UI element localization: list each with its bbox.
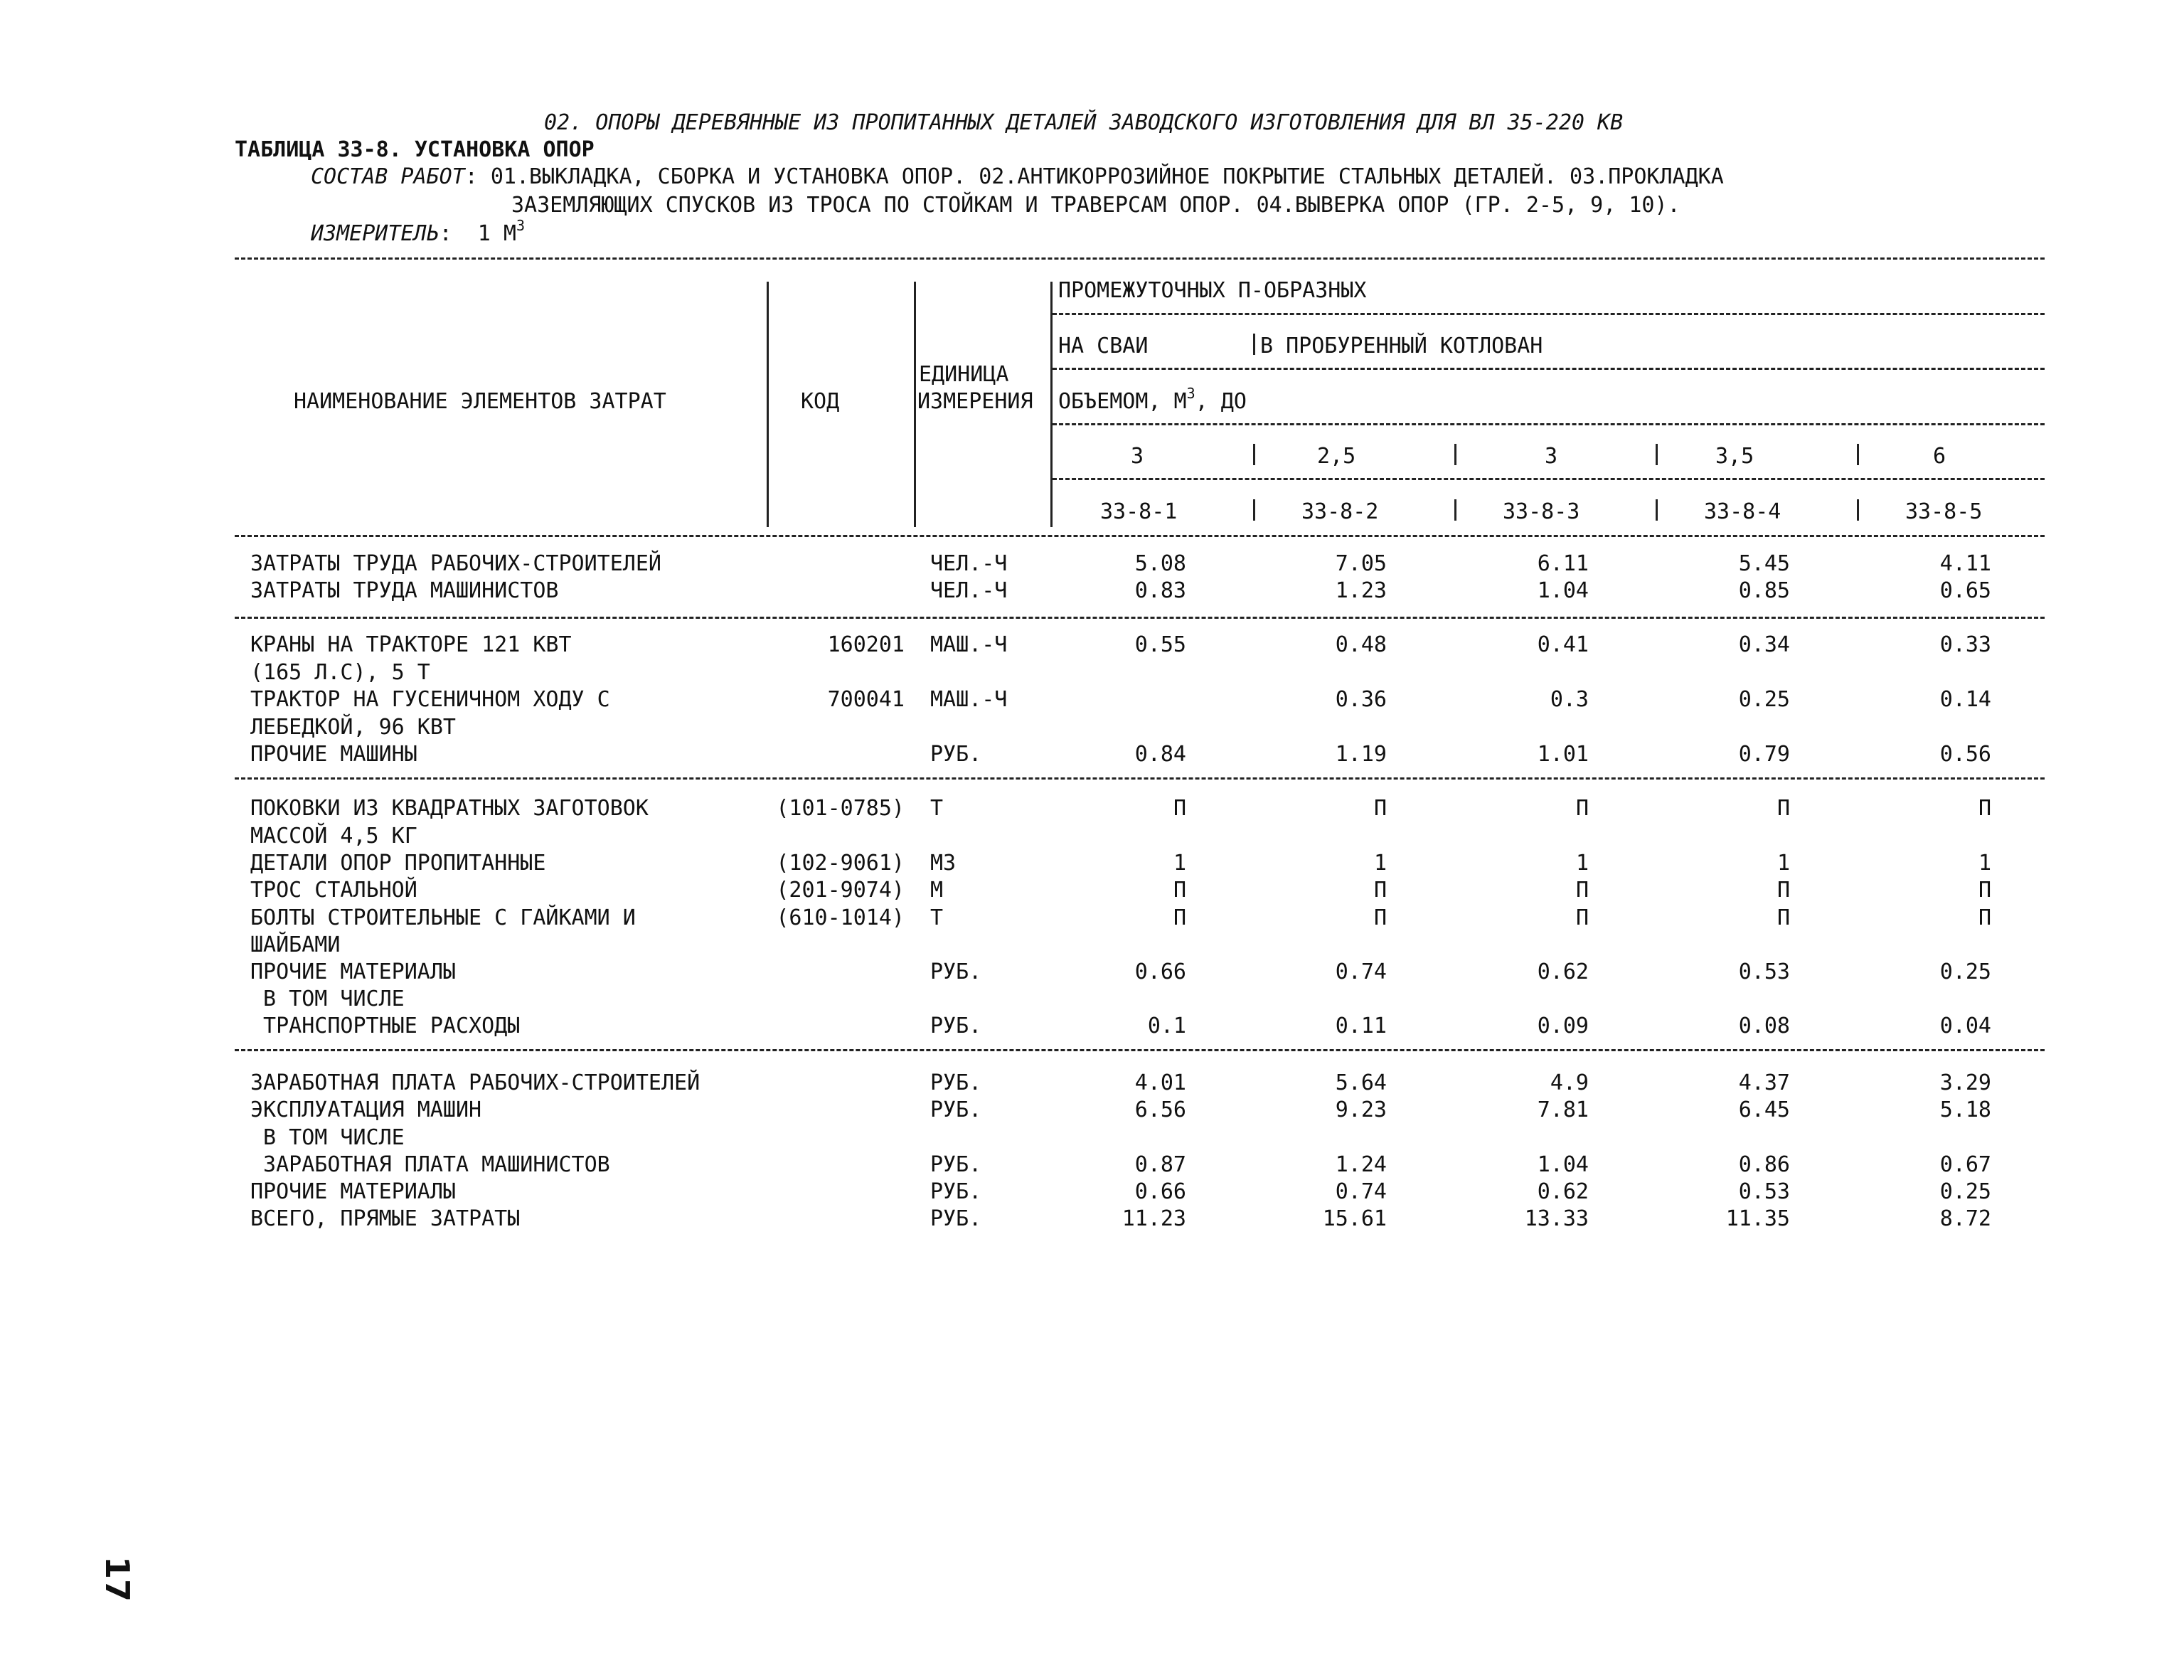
volume-label: ОБЪЕМОМ, М	[1058, 389, 1187, 414]
row-value: 1.01	[1537, 742, 1589, 767]
row-name: ЗАТРАТЫ ТРУДА МАШИНИСТОВ	[250, 578, 559, 603]
row-value: П	[1373, 878, 1387, 903]
row-value: 0.62	[1537, 959, 1589, 984]
row-value: 4.11	[1939, 551, 1991, 576]
row-name: ВСЕГО, ПРЯМЫЕ ЗАТРАТЫ	[250, 1206, 521, 1231]
row-value: 4.9	[1550, 1070, 1589, 1095]
col-name-header: НАИМЕНОВАНИЕ ЭЛЕМЕНТОВ ЗАТРАТ	[294, 389, 666, 414]
row-value: 0.53	[1738, 959, 1790, 984]
row-value: 0.34	[1738, 632, 1790, 657]
work-label: СОСТАВ РАБОТ	[311, 164, 465, 189]
row-value: 0.85	[1738, 578, 1790, 603]
row-name: ЭКСПЛУАТАЦИЯ МАШИН	[250, 1097, 482, 1122]
volume-5: 6	[1933, 444, 1946, 469]
col-sep-2	[914, 282, 916, 527]
row-name: ЗАРАБОТНАЯ ПЛАТА МАШИНИСТОВ	[250, 1152, 610, 1177]
volume-1: 3	[1131, 444, 1144, 469]
row-value: 1.04	[1537, 578, 1589, 603]
row-value: 0.3	[1550, 687, 1589, 712]
row-unit: РУБ.	[930, 1152, 982, 1177]
row-value: 1	[1777, 851, 1790, 876]
row-unit: РУБ.	[930, 1206, 982, 1231]
col-unit-header-2: ИЗМЕРЕНИЯ	[917, 389, 1033, 414]
rule-section-3	[235, 1049, 2045, 1051]
row-unit: РУБ.	[930, 1070, 982, 1095]
row-value: 4.37	[1738, 1070, 1790, 1095]
row-value: П	[1978, 796, 1991, 821]
row-name: ПРОЧИЕ МАТЕРИАЛЫ	[250, 1179, 456, 1204]
row-unit: Т	[930, 905, 944, 930]
row-value: 8.72	[1939, 1206, 1991, 1231]
hdr-rule-4	[1053, 478, 2045, 480]
row-value: 13.33	[1524, 1206, 1589, 1231]
table-title: ТАБЛИЦА 33-8. УСТАНОВКА ОПОР	[235, 137, 595, 162]
row-value: 0.74	[1335, 1179, 1387, 1204]
row-value: 6.45	[1738, 1097, 1790, 1122]
row-name: ТРАНСПОРТНЫЕ РАСХОДЫ	[250, 1014, 521, 1038]
col-sep-c1	[1253, 499, 1255, 521]
rule-section-2	[235, 777, 2045, 780]
row-value: П	[1173, 905, 1186, 930]
col-sep-v4	[1857, 444, 1859, 465]
hdr-rule-2	[1053, 368, 2045, 370]
sub-header-b: В ПРОБУРЕННЫЙ КОТЛОВАН	[1260, 334, 1543, 358]
col-unit-header-1: ЕДИНИЦА	[919, 362, 1009, 387]
row-value: 0.1	[1147, 1014, 1186, 1038]
row-name: ЗАРАБОТНАЯ ПЛАТА РАБОЧИХ-СТРОИТЕЛЕЙ	[250, 1070, 701, 1095]
row-name: ПРОЧИЕ МАТЕРИАЛЫ	[250, 959, 456, 984]
row-value: 0.25	[1939, 1179, 1991, 1204]
row-value: 1.24	[1335, 1152, 1387, 1177]
row-value: 0.83	[1134, 578, 1186, 603]
row-value: 3.29	[1939, 1070, 1991, 1095]
row-value: 0.14	[1939, 687, 1991, 712]
col-sep-3	[1050, 282, 1053, 527]
row-value: 1.04	[1537, 1152, 1589, 1177]
row-value: П	[1575, 796, 1589, 821]
row-name: МАССОЙ 4,5 КГ	[250, 824, 417, 849]
row-value: 1.23	[1335, 578, 1387, 603]
row-value: П	[1373, 796, 1387, 821]
row-unit: МАШ.-Ч	[930, 687, 1008, 712]
row-value: 0.65	[1939, 578, 1991, 603]
meter-label: ИЗМЕРИТЕЛЬ	[311, 221, 440, 246]
code-5: 33-8-5	[1905, 499, 1983, 524]
row-name: ШАЙБАМИ	[250, 932, 341, 957]
row-unit: М3	[930, 851, 957, 876]
row-value: 0.79	[1738, 742, 1790, 767]
row-name: ПОКОВКИ ИЗ КВАДРАТНЫХ ЗАГОТОВОК	[250, 796, 649, 821]
row-value: 5.08	[1134, 551, 1186, 576]
row-name: КРАНЫ НА ТРАКТОРЕ 121 КВТ	[250, 632, 572, 657]
row-value: П	[1173, 796, 1186, 821]
row-value: 0.11	[1335, 1014, 1387, 1038]
row-unit: РУБ.	[930, 1014, 982, 1038]
sub-header-a: НА СВАИ	[1058, 334, 1149, 358]
row-value: 0.74	[1335, 959, 1387, 984]
row-name: БОЛТЫ СТРОИТЕЛЬНЫЕ С ГАЙКАМИ И	[250, 905, 636, 930]
row-code: (201-9074)	[776, 878, 905, 903]
col-sep-v2	[1454, 444, 1456, 465]
row-value: 1	[1173, 851, 1186, 876]
row-value: 0.62	[1537, 1179, 1589, 1204]
row-unit: РУБ.	[930, 1097, 982, 1122]
row-value: П	[1978, 905, 1991, 930]
row-value: 11.35	[1725, 1206, 1790, 1231]
volume-3: 3	[1545, 444, 1558, 469]
col-sep-c4	[1857, 499, 1859, 521]
row-value: 0.04	[1939, 1014, 1991, 1038]
row-value: 0.25	[1939, 959, 1991, 984]
row-value: П	[1777, 796, 1790, 821]
row-name: ТРОС СТАЛЬНОЙ	[250, 878, 417, 903]
row-value: 1	[1575, 851, 1589, 876]
row-name: (165 Л.С), 5 Т	[250, 660, 430, 685]
row-value: 0.67	[1939, 1152, 1991, 1177]
row-unit: М	[930, 878, 944, 903]
work-composition	[311, 166, 1724, 188]
group-header: ПРОМЕЖУТОЧНЫХ П-ОБРАЗНЫХ	[1058, 278, 1367, 303]
row-name: ДЕТАЛИ ОПОР ПРОПИТАННЫЕ	[250, 851, 546, 876]
section-title: 02. ОПОРЫ ДЕРЕВЯННЫЕ ИЗ ПРОПИТАННЫХ ДЕТАЛЕЙ ЗАВОДСКОГО ИЗГОТОВЛЕНИЯ ДЛЯ ВЛ 35-220 КВ	[544, 110, 1624, 135]
col-sep-sub	[1253, 334, 1255, 355]
row-value: П	[1575, 905, 1589, 930]
row-value: 0.36	[1335, 687, 1387, 712]
row-value: 0.86	[1738, 1152, 1790, 1177]
row-value: 0.66	[1134, 1179, 1186, 1204]
row-value: П	[1777, 878, 1790, 903]
rule-section-1	[235, 617, 2045, 619]
row-value: П	[1373, 905, 1387, 930]
code-2: 33-8-2	[1301, 499, 1379, 524]
row-value: 0.48	[1335, 632, 1387, 657]
row-code: 700041	[827, 687, 905, 712]
row-value: 11.23	[1122, 1206, 1186, 1231]
row-value: 15.61	[1322, 1206, 1387, 1231]
row-code: (102-9061)	[776, 851, 905, 876]
volume-sup: 3	[1186, 385, 1195, 402]
hdr-rule-3	[1053, 423, 2045, 425]
col-sep-v3	[1656, 444, 1658, 465]
hdr-rule-1	[1053, 313, 2045, 315]
page-number: 17	[98, 1556, 137, 1602]
meter	[311, 217, 526, 246]
row-value: 5.45	[1738, 551, 1790, 576]
row-value: П	[1978, 878, 1991, 903]
row-value: 4.01	[1134, 1070, 1186, 1095]
row-unit: МАШ.-Ч	[930, 632, 1008, 657]
row-unit: РУБ.	[930, 742, 982, 767]
code-1: 33-8-1	[1100, 499, 1178, 524]
row-name: ЗАТРАТЫ ТРУДА РАБОЧИХ-СТРОИТЕЛЕЙ	[250, 551, 661, 576]
row-name: ЛЕБЕДКОЙ, 96 КВТ	[250, 715, 456, 740]
row-value: 1	[1978, 851, 1991, 876]
row-value: 7.81	[1537, 1097, 1589, 1122]
code-3: 33-8-3	[1503, 499, 1580, 524]
row-name: ТРАКТОР НА ГУСЕНИЧНОМ ХОДУ С	[250, 687, 610, 712]
volume-suffix: , ДО	[1195, 389, 1247, 414]
code-4: 33-8-4	[1704, 499, 1781, 524]
row-value: 0.87	[1134, 1152, 1186, 1177]
meter-value: : 1 М	[439, 221, 516, 246]
row-value: 0.84	[1134, 742, 1186, 767]
col-code-header: КОД	[801, 389, 840, 414]
row-value: 1.19	[1335, 742, 1387, 767]
rule-header-bottom	[235, 535, 2045, 537]
row-value: 0.08	[1738, 1014, 1790, 1038]
row-unit: РУБ.	[930, 1179, 982, 1204]
col-sep-1	[767, 282, 769, 527]
volume-2: 2,5	[1317, 444, 1356, 469]
row-unit: РУБ.	[930, 959, 982, 984]
work-line-1: : 01.ВЫКЛАДКА, СБОРКА И УСТАНОВКА ОПОР. 02.АНТИКОРРОЗИЙНОЕ ПОКРЫТИЕ СТАЛЬНЫХ ДЕТАЛЕЙ. 03.ПРОКЛАДКА	[464, 164, 1724, 189]
row-value: 6.56	[1134, 1097, 1186, 1122]
volume-4: 3,5	[1715, 444, 1754, 469]
row-value: 0.66	[1134, 959, 1186, 984]
row-name: ПРОЧИЕ МАШИНЫ	[250, 742, 417, 767]
row-value: 6.11	[1537, 551, 1589, 576]
row-unit: Т	[930, 796, 944, 821]
row-unit: ЧЕЛ.-Ч	[930, 551, 1008, 576]
row-name: В ТОМ ЧИСЛЕ	[250, 987, 405, 1011]
row-value: П	[1575, 878, 1589, 903]
row-value: 0.55	[1134, 632, 1186, 657]
col-sep-c3	[1656, 499, 1658, 521]
row-unit: ЧЕЛ.-Ч	[930, 578, 1008, 603]
row-value: 0.25	[1738, 687, 1790, 712]
row-value: 5.64	[1335, 1070, 1387, 1095]
work-line-2: ЗАЗЕМЛЯЮЩИХ СПУСКОВ ИЗ ТРОСА ПО СТОЙКАМ И ТРАВЕРСАМ ОПОР. 04.ВЫВЕРКА ОПОР (ГР. 2-5, 9, 10).	[511, 193, 1680, 218]
row-value: 0.33	[1939, 632, 1991, 657]
row-value: 0.53	[1738, 1179, 1790, 1204]
row-value: 0.56	[1939, 742, 1991, 767]
rule-top	[235, 257, 2045, 260]
meter-sup: 3	[516, 217, 526, 234]
row-value: 9.23	[1335, 1097, 1387, 1122]
row-value: 7.05	[1335, 551, 1387, 576]
row-value: 0.41	[1537, 632, 1589, 657]
col-sep-c2	[1454, 499, 1456, 521]
row-value: П	[1173, 878, 1186, 903]
row-code: (101-0785)	[776, 796, 905, 821]
row-value: 5.18	[1939, 1097, 1991, 1122]
row-code: 160201	[827, 632, 905, 657]
col-sep-v1	[1253, 444, 1255, 465]
row-name: В ТОМ ЧИСЛЕ	[250, 1125, 405, 1150]
row-value: П	[1777, 905, 1790, 930]
row-value: 0.09	[1537, 1014, 1589, 1038]
row-code: (610-1014)	[776, 905, 905, 930]
row-value: 1	[1373, 851, 1387, 876]
volume-header	[1058, 385, 1247, 414]
